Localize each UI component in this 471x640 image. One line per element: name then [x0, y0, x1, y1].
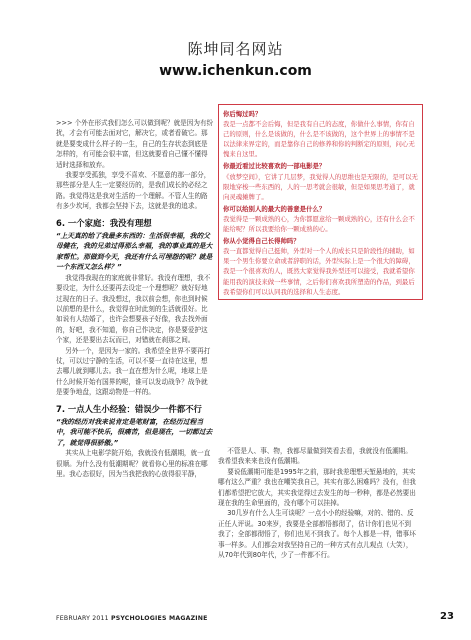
- qa-question: 你从小觉得自己长得帅吗？: [223, 237, 300, 246]
- body-paragraph: 另外一个，是因为一家的。我希望全世界不要再打仗，可以过宁静的生活，可以不要一直待在这里，想去哪儿就到哪儿去。我一直在想为什么呢，地球上是什么时候开始有国界的呢，谁可以发动战争？战争就是要争地盘，这跟动物是一样的。: [56, 346, 211, 397]
- qa-item: [223, 204, 418, 234]
- body-paragraph: 我觉得我现在的家庭就非常好。我没有理想，我不要设定，为什么还要再去设定一个理想呢？就好好地过现在的日子。我没想过，我以前会想，你也到时候以前想的是什么，我觉得在时此刻的生活就很好。比如说有人结婚了，也许会想要孩子好像，我去找外面的，好吧，我不知道，你自己作决定，你是要爱护这个家，还是要出去玩而已，对错就在刹那之间。: [56, 273, 211, 345]
- site-title: 陈坤同名网站: [187, 40, 284, 58]
- qa-question: 你最近看过比较喜欢的一部电影是？: [223, 162, 326, 171]
- qa-sidebar-box: [218, 104, 423, 300]
- section-6-quote: “上天真的给了我最多东西的：生活很幸福，我的父母健在，我的兄弟过得那么幸福，我的事业真的是大家帮忙。那做到今天，我还有什么可埋怨的呢？就是一个东西又怎么样？”: [56, 232, 213, 272]
- page-footer: [56, 615, 208, 622]
- qa-answer: 我一直都觉得自己挺帅，外型对一个人的成长只是阶段性的辅助，如果一个男生你要立命或者辞职的话，外型实际上是一个很大的障碍，我是一个很喜欢的人，既然大家觉得我外型还可以接受，我就希望你能用我的演技来做一些事情，之后你们喜欢我所塑造的作品，到最后我希望你们可以认同我的选择和人生态度。: [223, 247, 415, 296]
- qa-question: 你后悔过吗？: [223, 110, 262, 118]
- intro-paragraph: >>> 个外在形式我们怎么可以做到呢？就是因为有纷扰，才会有可能去面对它，解决它，或者看破它。那就是要变成什么样子的一生，自己的生存状态到底是怎样的，有可能会很丰富，但这就要看自己懂不懂得适时选择和放弃。: [56, 119, 214, 169]
- site-banner: [0, 38, 471, 79]
- qa-item: [223, 161, 418, 201]
- section-6-heading: 6. 一个家庭：我没有理想: [56, 217, 152, 228]
- body-paragraph: 要说低潮期可能是1995年之前，那时我差理想天堑悬地的，其实哪有这么严重？我也在嘲笑我自己，其实有那么困难吗？没有，但我们都希望把它放大，其实我觉得过去发生的每一秒种，都是必然要出现在我的生命里面的，没有哪个可以挂掉。: [218, 467, 416, 508]
- magazine-name: PSYCHOLOGIES MAGAZINE: [110, 615, 208, 622]
- section-7-quote: “我的经历对我来说肯定是笔财富，在经历过程当中，我可能不快乐，很痛苦，但是现在，一切都过去了，就觉得很骄傲。”: [56, 417, 213, 447]
- page-number: 23: [440, 611, 454, 622]
- body-paragraph: 其实从上电影学院开始，我就没有低潮期，就一直很顺。为什么没有低潮期呢？就看你心里的标准在哪里。我心态很好，因为当我把我的心放得很平静，: [56, 449, 211, 478]
- section-7-heading: 7. 一点人生小经验：错误少一件都不行: [56, 403, 202, 414]
- qa-item: [223, 109, 418, 159]
- qa-answer: 《放梦空间》，它讲了几层梦，我觉得人的思维也是无限的，是可以无限地穿梭一些东西的，人的一思考就会很敏，但是如果思考通了，就向灵魂摊牌了。: [223, 172, 418, 201]
- qa-item: [223, 236, 418, 297]
- body-paragraph: 不管是人、事、物，我都尽量做到笑看去看，我就没有低潮期。我希望我来来也没有低潮期。: [218, 447, 412, 466]
- qa-answer: 我觉得是一颗成熟的心，为你都愿意给一颗成熟的心，还有什么会不能给呢？所以我要给你一颗成熟的心。: [223, 214, 415, 234]
- site-url[interactable]: www.ichenkun.com: [159, 63, 312, 79]
- issue-date: FEBRUARY 2011: [56, 615, 109, 622]
- body-paragraph: 我要享受孤独，享受不喜欢、不愿意的那一部分，那些部分是人生一定要经历的，是我们成长的必经之路。我觉得这是我对生活的一个理解。不管人生的路有多少坎坷，我都会坚持下去，这就是我的追求。: [56, 171, 211, 211]
- qa-question: 你可以给别人的最大的善意是什么？: [223, 204, 326, 213]
- qa-answer: 我是一点都不会后悔，但是我有自己的态度，你做什么事情，你有自己的原则，什么是该做的，什么是不该做的，这个世界上的事情不是以法律来界定的，而是靠你自己的修养和你的判断定的原则，问心无愧来自这里。: [223, 120, 415, 159]
- right-column: [218, 446, 416, 560]
- body-paragraph: 30几岁有什么人生可谈呢？一点小小的经验嘛，对的、错的、反正任人评说。30来岁，我要是全部都悟都彻了，估计你们也见不到我了；全部都彻悟了，你们也见不到我了。每个人都是一样，错事坏事一样多。人们都会对我坚持自己的一种方式有点儿观点（大笑），从70年代到80年代，少了一件都不行。: [218, 509, 416, 560]
- left-column: [56, 118, 214, 479]
